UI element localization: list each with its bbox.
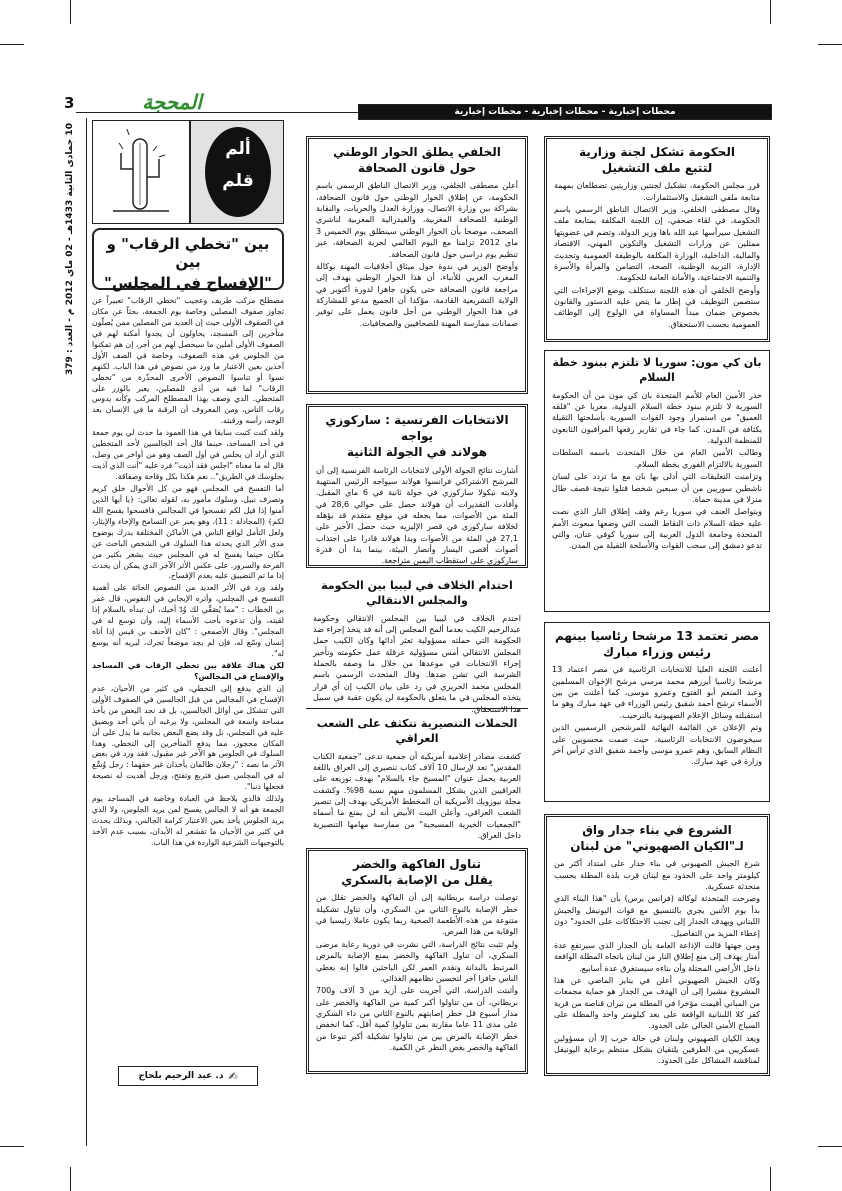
side-rule <box>86 118 87 1146</box>
article-fruits <box>306 848 528 1074</box>
article-bankimoon <box>544 350 770 612</box>
author-box <box>118 1066 258 1086</box>
article-title: بان كي مون: سوريا لا تلتزم ببنود خطة السلام <box>552 356 762 384</box>
header-rule <box>76 112 358 113</box>
article-title: احتدام الخلاف في ليبيا بين الحكومة والمجلس الانتقالي <box>321 579 513 607</box>
article-paragraph: وتم الإعلان عن القائمة النهائية للمرشحين الرسميين الذين سيخوضون الانتخابات الرئاسية، حيث ضمت محسوبين على النظام السابق، وهم عمرو موسى وأحمد شفيق الذي ترأس آخر وزارة في عهد مبارك. <box>552 723 762 767</box>
crop-mark <box>770 1167 771 1191</box>
article-paragraph: أشارت نتائج الجولة الأولى لانتخابات الرئاسة الفرنسية إلى أن المرشح الاشتراكي فرانسوا هولاند سيواجه الرئيس المنتهية ولايته نيكولا ساركوزي في جولة ثانية في 6 ماي المقبل. وأفادت التقديرات أن هولاند حصل على حوالي 28,6 في المئة من الأصوات، مما يجعله في موقع متقدم قد يؤهله لخلافة ساركوزي في قصر الإليزيه حيث حصل الأخير على 27,1 في المئة من الأصوات وبدا هولاند قادرا على اجتذاب أصوات أقصى اليسار وأنصار البيئة، بينما بدا أن قدرة ساركوزي على استقطاب اليمين متراجعة. <box>316 465 518 566</box>
article-paragraph: ومن جهتها قالت الإذاعة العامة بأن الجدار الذي سيرتفع عدة أمتار يهدف إلى منع إطلاق النار من لبنان باتجاه المطلة الواقعة داخل الأراضي المحتلة وأن بناءه سيستغرق عدة أسابيع. <box>554 940 760 973</box>
crop-mark <box>0 1146 24 1147</box>
crop-mark <box>70 1167 71 1191</box>
article-paragraph: احتدم الخلاف في ليبيا بين المجلس الانتقالي وحكومة عبدالرحيم الكيب بعدما ألمح المجلس إلى أنه قد يتخذ إجراء ضد الحكومة التي حملته مسؤولية تعثر أدائها وكان الكيب حمل المجلس الانتقالي أمس مسؤولية عرقلة عمل حكومته وتأخير إجراء الانتخابات في موعدها من خلال ما وصفه بالحملة الشرسة التي تشن ضدها. وقال المتحدث الرسمي باسم المجلس محمد الحريزي في رد على بيان الكيب إن أي قرار يتخذه المجلس في ما يتعلق بالحكومة لن يكون عقبة في سبيل هذا الاستحقاق. <box>313 613 521 714</box>
article-paragraph: أعلن مصطفى الخلفي، وزير الاتصال الناطق الرسمي باسم الحكومة، عن إطلاق الحوار الوطني حول قانون الصحافة، بشراكة بين وزارة الاتصال، ووزارة العدل والحريات، والنقابة الوطنية للصحافة المغربية، والفيدرالية المغربية لناشري الصحف، موضحا بأن الحوار الوطني سينطلق يوم الخميس 3 ماي 2012 تزامنا مع اليوم العالمي لحرية الصحافة، عبر تنظيم يوم دراسي حول قانون الصحافة. <box>316 181 518 259</box>
crop-mark <box>770 0 771 24</box>
news-strip-text: محطات إخبارية - محطات إخبارية - محطات إخبارية <box>454 107 676 117</box>
opinion-paragraph: ولذلك فالذي يلاحظ في العبادة وخاصة في المساجد يوم الجمعة هو أنه لا الجالس يفسح لمن يريد الجلوس، ولا الذي يريد الجلوس يأخذ بعين الاعتبار كرامة الجالس، وبذلك يحدث في كثير من الأحيان ما تقشعر له الأبدان، بسبب عدم الأخذ بالتوجيهات الشرعية الواردة في هذا الباب. <box>92 794 284 847</box>
article-paragraph: قرر مجلس الحكومة، تشكيل لجنتين وزاريتين تضطلعان بمهمة متابعة ملفي التشغيل والاستثمارات. <box>554 181 760 202</box>
article-paragraph: شرع الجيش الصهيوني في بناء جدار على امتداد أكثر من كيلومتر واحد على الحدود مع لبنان قرب بلدة المطلة بحسب متحدثة عسكرية. <box>554 859 760 892</box>
article-iraq <box>306 712 528 842</box>
article-paragraph: وقال مصطفى الخلفي، وزير الاتصال الناطق الرسمي باسم الحكومة، في لقاء صحفي، إن اللجنة المكلفة بمتابعة ملف التشغيل سيرأسها عبد الله باها وزير الدولة، وتضم في عضويتها ممثلين عن وزارات التشغيل والتكوين المهني، الاقتصاد والمالية، الداخلية، الوزارة المكلفة بالوظيفة العمومية وتحديث الإدارة، التربية الوطنية، الصحة، التضامن والمرأة والأسرة والتنمية الاجتماعية، والأمانة العامة للحكومة. <box>554 205 760 283</box>
article-title: الخلفي يطلق الحوار الوطني حول قانون الصحافة <box>333 145 501 176</box>
side-info <box>55 123 81 386</box>
column-badge-line2: قلم <box>222 171 254 191</box>
article-libya <box>306 574 528 714</box>
article-paragraph: كشفت مصادر إعلامية أمريكية أن جمعية تدعى "جمعية الكتاب المقدس" تعد لإرسال 10 آلاف كتاب تنصيري إلى العراق باللغة العربية يحمل عنوان "المسيح جاء بالسلام" بهدف توزيعه على العراقيين الذين يشكل المسلمون منهم نسبة 98%. وكشفت مجلة نيوزويك الأمريكية أن المخطط الأمريكي يهدف إلى تنصير الشعب العراقي، وأعلن البيت الأبيض أنه لن يمنع ما أسماه "الجمعيات الخيرية المسيحية" من ممارسة مهامها التنصيرية داخل العراق. <box>313 751 521 841</box>
article-title: الحملات التنصيرية تتكثف على الشعب العراقي <box>316 717 518 745</box>
article-wall <box>544 814 770 1076</box>
crop-mark <box>818 44 842 45</box>
pen-icon: ✍ <box>228 1069 238 1083</box>
page-number: 3 <box>64 94 75 112</box>
news-strip <box>358 104 772 120</box>
article-paragraph: وكان الجيش الصهيوني أعلن في يناير الماضي عن هذا المشروع مشيرا إلى أن الهدف من الجدار هو حماية مجمعات من المباني أقيمت مؤخرا في المطلة من نيران قناصة من قرية كفر كلا اللبنانية الواقعة على بعد كيلومتر واحد والمطلة على السياج الأمني الحالي على الحدود. <box>554 975 760 1031</box>
opinion-title-line2: "الإفساح في المجلس" <box>104 274 272 292</box>
author-name: د. عبد الرحيم بلحاج <box>138 1071 224 1081</box>
opinion-paragraph: إن الذي يدفع إلى التخطي، في كثير من الأحيان، عدم الإفساح في المجالس من قبل الجالسين في الصفوف الأولى التي تتشكل من أوائل الجالسين، بل قد نجد البعض من يأخذ مساحة واسعة في المجلس، ولا يرغبه أن يأتي أحد ويضيق عليه في المجلس، بل وقد يضع البعض بجانبه ما يدل على أن المكان محجوز، مما يدفع المتأخرين إلى التخطي. وهذا السلوك في الجلوس هو الآخر غير مقبول، فقد ورد في بعض الآثر ما نصه : "رجلان ظالمان يأخذان غير حقهما : رجل وُسِّع له في المجلس ضيق فتربع وتفتح، ورجل أهديت له نصيحة فجعلها ذنبا". <box>92 683 284 792</box>
crop-mark <box>818 1146 842 1147</box>
article-title: تناول الفاكهة والخضر يقلل من الإصابة بالسكري <box>341 857 493 888</box>
article-paragraph: وتزامنت التعليقات التي أدلى بها بان مع ما تردد على لسان ناشطين سوريين من أن سبعين شخصا قتلوا نتيجة قصف طال منزلا في مدينة حماة. <box>552 472 762 504</box>
article-paragraph: ولم تثبت نتائج الدراسة، التي نشرت في دورية رعاية مرضى السكري، أن تناول الفاكهة والخضر يمنع الإصابة بالمرض المرتبط بالبدانة وتقدم العمر لكن الباحثين قالوا إنه يعطي الناس حافزا آخر لتحسين نظامهم الغذائي. <box>316 939 518 983</box>
article-title: الانتخابات الفرنسية : ساركوزي يواجه هولاند في الجولة الثانية <box>325 413 509 460</box>
opinion-paragraph: ولقد كنت كتبت سابقا في هذا العمود ما حدث لي يوم جمعة في أحد المساجد، حينما قال أحد الجالسين لأحد المتخطين الذي أراد أن يجلس في أول الصف وهو من أواخر من وصل، قال له ما معناه "اجلس فقد آذيت" فرد عليه "أنت الذي آذيت بجلوسك في الطريق".. نعم هكذا بكل وقاحة وصفاقة. <box>92 428 284 481</box>
article-paragraph: وصرحت المتحدثة لوكالة (فرانس برس) بأن "هذا البناء الذي بدأ يوم الأثنين يجري بالتنسيق مع قوات اليونيفل والجيش اللبناني ويهدف الجدار إلى تجنب الاحتكاكات على الحدود" دون إعطاء المزيد من التفاصيل. <box>554 894 760 938</box>
article-paragraph: ويتواصل العنف في سوريا رغم وقف إطلاق النار الذي نصت عليه خطة السلام ذات النقاط الست التي وضعها مبعوث الأمم المتحدة وجامعة الدول العربية إلى سوريا كوفي عنان، والتي تدعو دمشق إلى سحب القوات والأسلحة الثقيلة من المدن. <box>552 507 762 551</box>
article-committee <box>544 136 770 342</box>
opinion-paragraph: ولقد ورد في الأثر العديد من النصوص الحاثة على أهمية التفسح في المجلس، وأثره الإيجابي في النفوس، قال عمر بن الخطاب : "مما يُصَفِّي لك وُدّ أخيك، أن تبدأه بالسلام إذا لقيته، وأن تدعوه بأحب الأسماء إليه، وأن توسع له في المجلس". وقال الأصمعي : "كان الأحنف بن قيس إذا أتاه إنسان وسّع له، فإن لم يجد موضعاً تحرك، ليريه أنه يوسع له". <box>92 583 284 658</box>
article-egypt <box>544 622 770 802</box>
opinion-title-line1: بين "تخطي الرقاب" و بين <box>106 235 270 271</box>
column-badge-line1: ألم <box>225 139 251 159</box>
crop-mark <box>70 0 71 24</box>
article-paragraph: وأثبتت الدراسة، التي أجريت على أزيد من 3 آلاف و700 بريطاني، أن من تناولوا أكبر كمية من الفاكهة والخضر على مدار أسبوع قل خطر إصابتهم بالنوع الثاني من داء السكري على مدى 11 عاما مقارنة بمن تناولوا كمية أقل، كما انخفض خطر الإصابة بالمرض بين من تناولوا تشكيلة أكبر تنوعا من الفاكهة والخضر بغض النظر عن الكمية. <box>316 986 519 1053</box>
article-title: الحكومة تشكل لجنة وزارية لتتبع ملف التشغيل <box>579 145 735 176</box>
article-khalfi <box>306 136 528 394</box>
article-paragraph: أعلنت اللجنة العليا للانتخابات الرئاسية في مصر اعتماد 13 مرشحا رئاسيا أبرزهم محمد مرسي مرشح الإخوان المسلمين وعبد المنعم أبو الفتوح وعمرو موسى، كما أعلنت من بين الأسماء ترشح أحمد شفيق رئيس الوزراء في عهد مبارك وهو ما استقبلته وسائل الإعلام الصهيونية بالترحيب. <box>552 665 762 720</box>
article-title: مصر تعتمد 13 مرشحا رئاسيا بينهم رئيس وزراء مبارك <box>554 629 760 660</box>
article-title: الشروع في بناء جدار واق لـ"الكيان الصهيوني" من لبنان <box>570 823 744 854</box>
opinion-title-box <box>92 228 284 290</box>
divider <box>306 708 528 709</box>
column-illustration <box>92 120 190 224</box>
article-paragraph: وطالب الأمين العام من خلال المتحدث باسمه السلطات السورية بالالتزام الفوري بخطة السلام. <box>552 448 762 469</box>
article-paragraph: توصلت دراسة بريطانية إلى أن الفاكهة والخضر تقلل من خطر الإصابة بالنوع الثاني من السكري، وأن تناول تشكيلة متنوعة من هذه الأطعمة الصحية ربما يكون عاملا رئيسيا في الوقاية من هذا المرض. <box>316 893 518 937</box>
side-info-text: 10 جمادى الثانية 1433هـ - 02 ماي 2012 م - العدد : 379 <box>65 123 75 375</box>
masthead-logo: المحجة <box>142 90 202 114</box>
cactus-pen-icon <box>93 121 189 223</box>
crop-mark <box>0 44 24 45</box>
article-france <box>306 404 528 568</box>
opinion-paragraph: لكن هناك علاقة بين تخطي الرقاب في المساجد والإفساح في المجالس؟ <box>92 660 284 681</box>
column-badge <box>190 120 284 224</box>
opinion-body <box>92 296 284 1040</box>
article-paragraph: حذر الأمين العام للأمم المتحدة بان كي مون من أن الحكومة السورية لا تلتزم ببنود خطة السلام الدولية، معربا عن "قلقه العميق" من استمرار وجود القوات السورية بأسلحتها الثقيلة بكثافة في المدن. كما جاء في تقارير رفعها المراقبون التابعون للمنظمة الدولية. <box>552 390 762 446</box>
article-paragraph: وأوضح الخلفي أن هذه اللجنة ستتكلف بوضع الإجراءات التي ستضمن التوظيف في إطار ما ينص عليه الدستور والقانون بخصوص ضمان مبدأ المساواة في الولوج إلى الوظائف العمومية بحسب الاستحقاق. <box>554 285 760 329</box>
opinion-paragraph: مصطلح مركب طريف وعجيب "تخطي الرقاب" تعبيراً عن تجاوز صفوف المصلين وخاصة يوم الجمعة، بحثاً عن مكان في الصفوف الأولى حيث إن العديد من المصلين ممن يُصلّون متأخرين إلى المسجد، يحاولون أن يجدوا أمكنة لهم في الصفوف الأولى أملين ما سيحصل لهم من أجر، إن هم تمكنوا من الجلوس في هذه الصفوف، وخاصة في الصف الأول آخذين بعين الاعتبار ما ورد من نصوص في هذا الباب. لكنهم نسوا أو تناسوا النصوص الأخرى المحذّرة من "تخطي الرقاب" لما فيه من أذى للمصلين، يعبر بالوزر على المتخطي. الذي وصف بهذا المصطلح المركب وكأنه يدوس رقاب الناس، ومن المعروف أن الرقبة ما في الإنسان بعد الوجه، رأسه ورقبته. <box>92 296 284 426</box>
opinion-paragraph: أما التفسح في المجلس فهو من كل الأحوال خلق كريم وتصرف نبيل، وسلوك مأمور به، لقوله تعالى: ﴿يا أيها الذين آمنوا إذا قيل لكم تفسحوا في المجالس فافسحوا يفسح الله لكم﴾ (المجادلة : 11)، وهو يعبر عن التسامح والإخاء والإيثار، ولعل التأمل لواقع الناس في الأماكن المختلفة يدرك بوضوح مدى الأثر الذي يحدثه هذا السلوك في الشخص الباحث عن مكان حينما يفسح له في المجلس حيث يشعر بكثير من الفرحة والسرور. على عكس الأثر الآخر الذي يمكن أن يحدث إذا ما تم التضييق عليه بعدم الإفساح. <box>92 483 284 581</box>
article-paragraph: وأوضح الوزير في ندوة حول ميثاق أخلاقيات المهنة بوكالة المغرب العربي للأنباء، أن هذا الحوار الوطني يهدف إلى مراجعة قانون الصحافة حتى يكون جاهزا لدورة أكتوبر في الولاية التشريعية القادمة، مؤكدا أن الجميع مدعو للمشاركة في هذا الحوار الوطني من أجل قانون يعمل على توفير ضمانات ممارسة المهنة للصحافيين والصحافيات. <box>316 261 518 328</box>
article-paragraph: ويعد الكيان الصهيوني ولبنان في حالة حرب إلا أن مسؤولين عسكريين من الطرفين يلتقيان بشكل منتظم برعاية اليونيفل لمناقشة المشاكل على الحدود. <box>554 1033 760 1066</box>
